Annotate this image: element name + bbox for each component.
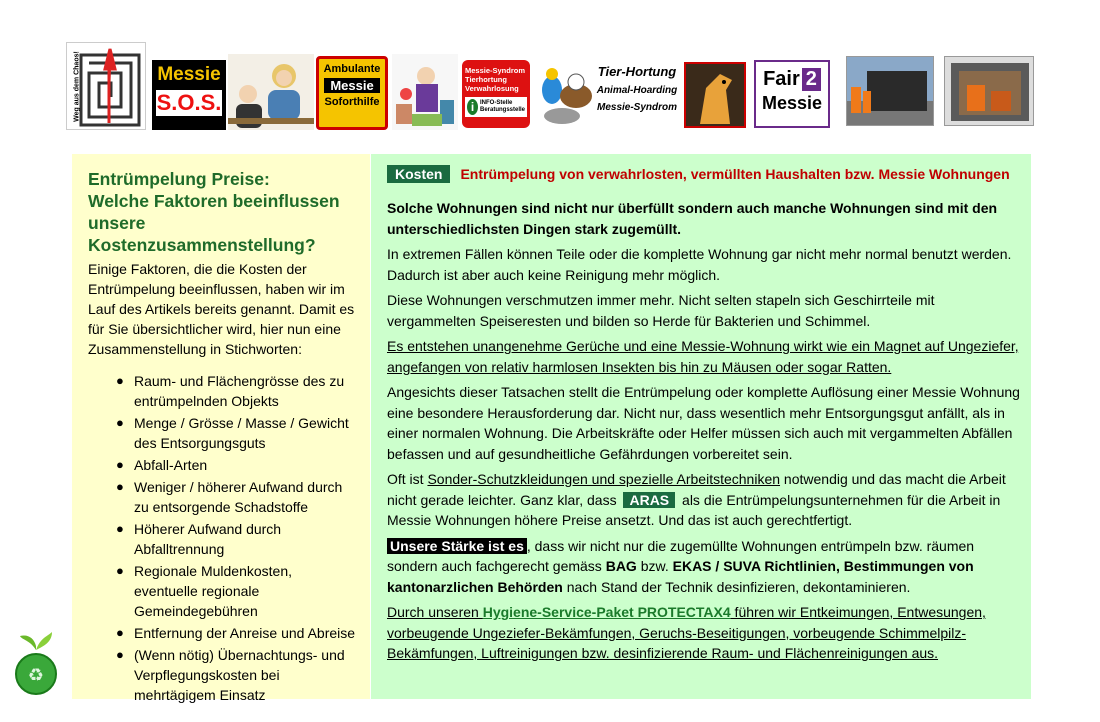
counselling-illustration[interactable]: [228, 54, 314, 130]
text: als die Entrümpelungsunternehmen für die Arbeit in Messie Wohnungen höhere Preise ansetzt. Und das ist auch gerechtfertigt.: [387, 491, 1001, 528]
right-panel: [371, 154, 1031, 699]
strength-badge: Unsere Stärke ist es: [387, 538, 527, 554]
logo-text: Messie: [761, 93, 823, 113]
list-item: ● Menge / Grösse / Masse / Gewicht des Entsorgungsguts: [116, 413, 358, 453]
horse-logo[interactable]: [684, 62, 746, 128]
animals-icon: [532, 60, 596, 128]
text: Durch unseren: [387, 604, 483, 620]
logo-text: Ambulante: [323, 63, 381, 75]
paragraph-challenge: Angesichts dieser Tatsachen stellt die Entrümpelung oder komplette Auflösung einer Messie Wohnung eine besondere Herausforderung dar. Nicht nur, dass wesentlich mehr Entsorgungsgut anfällt, als in einer normalen Wohnung. Die Arbeitskräfte oder Helfer müssen sich auch mit vergammelten Abfällen befassen und auf gesundheitliche Gefährdungen vorbereitet sein.: [387, 384, 1020, 462]
van-photo[interactable]: [944, 56, 1034, 126]
logo-vertical-text: Weg aus dem Chaos!: [73, 51, 81, 122]
bag-text: BAG: [605, 558, 637, 574]
kosten-title: Entrümpelung von verwahrlosten, vermüllten Haushalten bzw. Messie Wohnungen: [460, 166, 1010, 182]
van-icon: [945, 57, 1034, 126]
fair-row: [756, 68, 828, 91]
svg-text:♻: ♻: [27, 665, 45, 686]
logo-text: S.O.S.: [156, 90, 222, 115]
clutter-icon: [392, 54, 458, 130]
people-icon: [228, 54, 314, 130]
text: , dass wir nicht nur die zugemüllte Wohnungen entrümpeln bzw. räumen sondern auch fachgerecht gemäss: [387, 537, 975, 574]
list-item: ● Entfernung der Anreise und Abreise: [116, 623, 358, 643]
left-heading-line-1: Entrümpelung Preise:: [88, 169, 270, 189]
fair2messie-logo[interactable]: [754, 60, 830, 128]
info-stelle-logo[interactable]: [462, 60, 530, 128]
paragraph-extreme: In extremen Fällen können Teile oder die komplette Wohnung gar nicht mehr normal benutzt werden. Dadurch ist aber auch keine Reinigung mehr möglich.: [387, 246, 1012, 283]
logo-text: Fair: [763, 68, 800, 90]
text: bzw.: [636, 558, 673, 574]
logo-text: Soforthilfe: [324, 96, 380, 108]
paragraph-intro: Solche Wohnungen sind nicht nur überfüllt sondern auch manche Wohnungen sind mit den unterschiedlichsten Dingen stark zugemüllt.: [387, 200, 998, 237]
logo-text: Tier-Hortung: [597, 64, 677, 79]
left-panel: [72, 154, 370, 703]
logo-text: Messie-Syndrom: [465, 66, 526, 75]
messie-sos-logo[interactable]: [152, 60, 226, 130]
protective-clothing-link[interactable]: Sonder-Schutzkleidungen und spezielle Arbeitstechniken: [427, 471, 781, 487]
list-item: ● Regionale Muldenkosten, eventuelle regionale Gemeindegebühren: [116, 561, 358, 621]
globe-icon: [14, 628, 58, 698]
paragraph-strength: [387, 536, 1021, 598]
protectax4-link[interactable]: Hygiene-Service-Paket PROTECTAX4: [482, 604, 731, 620]
logo-text: Messie: [157, 64, 221, 85]
list-item: ● Abfall-Arten: [116, 455, 358, 475]
info-icon: i: [467, 99, 478, 115]
list-item: ● Weniger / höherer Aufwand durch zu entsorgende Schadstoffe: [116, 477, 358, 517]
logo-text: INFO-Stelle: [479, 100, 513, 106]
list-item: ● (Wenn nötig) Übernachtungs- und Verpflegungskosten bei mehrtägigem Einsatz: [116, 645, 358, 705]
ambulante-messie-logo[interactable]: [316, 56, 388, 130]
logo-text: Beratungsstelle: [479, 107, 525, 113]
left-intro: Einige Faktoren, die die Kosten der Entrümpelung beeinflussen, haben wir im Lauf des Artikels bereits genannt. Damit es für Sie übersichtlicher wird, hier nun eine Zusammenstellung in Stichworten:: [88, 261, 355, 357]
logo-text: Tierhortung: [465, 75, 507, 84]
logo-text: Messie-Syndrom: [596, 102, 678, 113]
logo-text: Messie: [324, 78, 380, 93]
list-item: ● Höherer Aufwand durch Abfalltrennung: [116, 519, 358, 559]
paragraph-dirt: Diese Wohnungen verschmutzen immer mehr. Nicht selten stapeln sich Geschirrteile mit vergammelten Speiseresten und bilden so Herde für Bakterien und Schimmel.: [387, 292, 935, 329]
text: nach Stand der Technik desinfizieren, dekontaminieren.: [562, 578, 911, 595]
recycle-globe-icon[interactable]: [14, 628, 58, 698]
truck-photo[interactable]: [846, 56, 934, 126]
factors-list: [88, 371, 358, 705]
horse-icon: [686, 64, 744, 126]
aras-badge: ARAS: [623, 492, 675, 508]
logo-text: Animal-Hoarding: [596, 85, 678, 96]
list-item: ● Raum- und Flächengrösse des zu entrümpelnden Objekts: [116, 371, 358, 411]
text: notwendig und das macht die Arbeit nicht gerade leichter. Ganz klar, dass: [387, 471, 1006, 508]
paragraph-smell: Es entstehen unangenehme Gerüche und eine Messie-Wohnung wirkt wie ein Magnet auf Ungeziefer, angefangen von relativ harmlosen Insekten bis hin zu Mäusen oder sogar Ratten.: [387, 338, 1019, 375]
info-box: [465, 97, 527, 117]
kosten-header: [387, 160, 1021, 188]
truck-icon: [847, 57, 934, 126]
kosten-badge: Kosten: [387, 165, 450, 183]
cluttered-room-cartoon[interactable]: [392, 54, 458, 130]
logo-text: Verwahrlosung: [465, 84, 519, 93]
maze-logo[interactable]: [66, 42, 146, 130]
paragraph-protection: [387, 469, 1021, 531]
logo-number: 2: [802, 68, 821, 91]
text: führen wir Entkeimungen, Entwesungen, vorbeugende Ungeziefer-Bekämfungen, Geruchs-Beseitigungen, vorbeugende Schimmelpilz-Bekämfungen, Luftreinigungen bzw. desinfizierende Raum- und Flächenreinigungen aus.: [387, 604, 986, 661]
logo-banner: [66, 40, 1034, 132]
animals-photo[interactable]: [532, 60, 596, 128]
tier-hortung-logo[interactable]: [596, 62, 678, 128]
text: Oft ist: [387, 471, 428, 487]
ekas-text: EKAS / SUVA Richtlinien, Bestimmungen von kantonarzlichen Behörden: [387, 558, 974, 595]
left-heading-line-2: Welche Faktoren beeinflussen: [88, 191, 340, 211]
paragraph-hygiene: [387, 602, 1021, 664]
left-heading-line-3: unsere Kostenzusammenstellung?: [88, 213, 316, 255]
